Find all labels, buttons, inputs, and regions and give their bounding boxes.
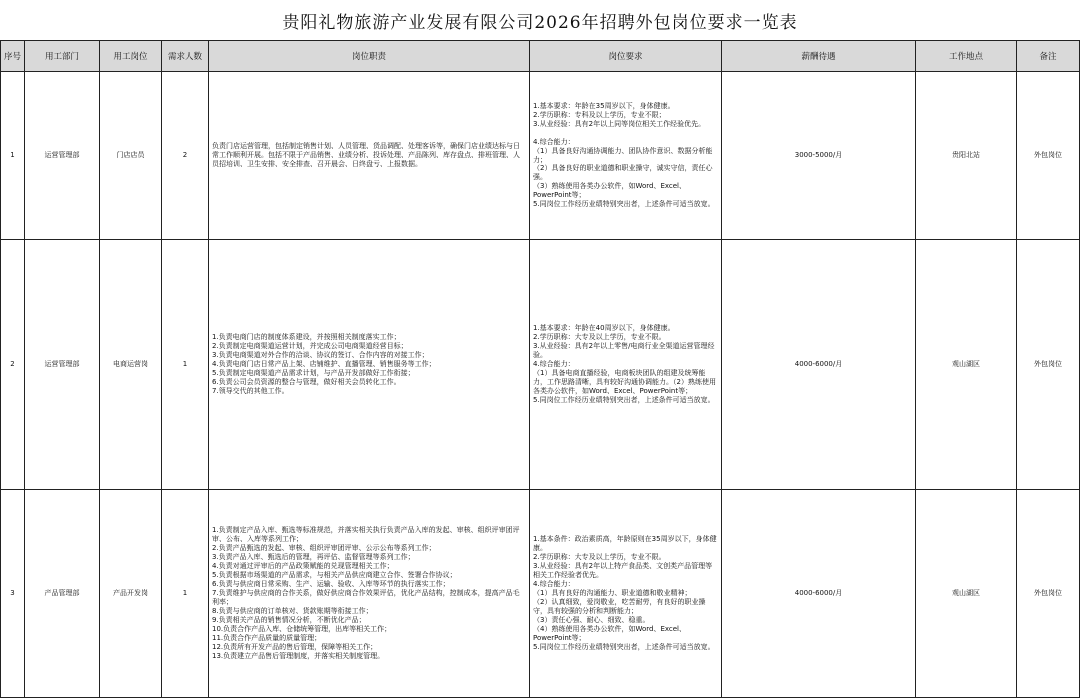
cell-location: 观山湖区 [916,490,1017,698]
cell-requirements: 1.基本条件：政治素质高，年龄原则在35周岁以下，身体健康。 2.学历职称：大专及以上学历，专业不限。 3.从业经验：具有2年以上特产食品类、文创类产品管理等相关工作经验者优先。 4.综合能力： （1）具有良好的沟通能力、职业道德和敬业精神； （2）认真细致，爱岗敬业，吃苦耐劳，有良好的职业操守，具有较强的分析和判断能力； （3）责任心强、耐心、细致、稳重。 （4）熟练使用各类办公软件，如Word、Excel、PowerPoint等； 5.同岗位工作经历业绩特别突出者，上述条件可适当放宽。 [530,490,722,698]
cell-seq: 3 [1,490,25,698]
cell-salary: 4000-6000/月 [722,490,916,698]
cell-requirements: 1.基本要求：年龄在40周岁以下，身体健康。 2.学历职称：大专及以上学历，专业不限。 3.从业经验：具有2年以上零售/电商行业全渠道运营管理经验。 4.综合能力： （1）具备电商直播经验，电商板块团队的组建及统筹能力，工作思路清晰，具有较好沟通协调能力。（2）熟练使用各类办公软件，如Word、Excel、PowerPoint等； 5.同岗位工作经历业绩特别突出者，上述条件可适当放宽。 [530,240,722,490]
cell-requirements: 1.基本要求：年龄在35周岁以下，身体健康。 2.学历职称：专科及以上学历，专业不限； 3.从业经验：具有2年以上同等岗位相关工作经验优先。 4.综合能力： （1）具备良好沟通协调能力、团队协作意识、数据分析能力； （2）具备良好的职业道德和职业操守，诚实守信，责任心强。 （3）熟练使用各类办公软件，如Word、Excel、PowerPoint等； 5.同岗位工作经历业绩特别突出者，上述条件可适当放宽。 [530,72,722,240]
cell-seq: 1 [1,72,25,240]
table-row [1,240,1080,490]
cell-dept: 产品管理部 [25,490,100,698]
cell-duties: 负责门店运营管理，包括制定销售计划、人员管理、货品调配、处理客诉等，确保门店业绩达标与日常工作顺利开展。包括不限于产品销售、业绩分析、投诉处理、产品陈列、库存盘点、排班管理、人员招培训、卫生安排、安全排查、召开晨会、日终盘亏、上报数据。 [209,72,530,240]
cell-note: 外包岗位 [1017,72,1080,240]
cell-headcount: 1 [162,490,209,698]
job-requirements-table [0,40,1080,698]
table-header-row [1,41,1080,72]
header-salary: 薪酬待遇 [722,41,916,72]
cell-position: 产品开发岗 [100,490,162,698]
page-title: 贵阳礼物旅游产业发展有限公司2026年招聘外包岗位要求一览表 [282,12,798,33]
header-seq: 序号 [1,41,25,72]
table-row [1,72,1080,240]
header-requirements: 岗位要求 [530,41,722,72]
header-note: 备注 [1017,41,1080,72]
cell-headcount: 2 [162,72,209,240]
header-dept: 用工部门 [25,41,100,72]
header-headcount: 需求人数 [162,41,209,72]
cell-position: 电商运营岗 [100,240,162,490]
header-location: 工作地点 [916,41,1017,72]
header-duties: 岗位职责 [209,41,530,72]
cell-seq: 2 [1,240,25,490]
cell-salary: 3000-5000/月 [722,72,916,240]
cell-duties: 1.负责电商门店的制度体系建设，并按照相关制度落实工作； 2.负责制定电商渠道运营计划，并完成公司电商渠道经营目标； 3.负责电商渠道对外合作的洽谈、协议的签订、合作内容的对接工作； 4.负责电商门店日常产品上架、店铺维护、直播管理、销售服务等工作； 5.负责制定电商渠道产品需求计划，与产品开发部做好工作衔接； 6.负责公司会员资源的整合与管理，做好相关会员转化工作。 7.领导交代的其他工作。 [209,240,530,490]
cell-duties: 1.负责制定产品入库、甄选等标准规范，并落实相关执行负责产品入库的发起、审核、组织评审团评审、公布、入库等系列工作； 2.负责产品甄选的发起、审核、组织评审团评审、公示公布等系列工作； 3.负责产品入库、甄选后的管理，再评估、监督管理等系列工作； 4.负责对通过评审后的产品政策赋能的兑现管理相关工作； 5.负责根据市场渠道的产品需求，与相关产品供应商建立合作、签署合作协议； 6.负责与供应商日常采购、生产、运输、验收、入库等环节的执行落实工作； 7.负责维护与供应商的合作关系，做好供应商合作效果评估，优化产品结构，控制成本，提高产品毛利率； 8.负责与供应商的订单核对、货款账期等衔接工作； 9.负责相关产品的销售情况分析，不断优化产品； 10.负责合作产品入库、仓储统筹管理，出库等相关工作； 11.负责合作产品质量的质量管理； 12.负责所有开发产品的售后管理，保障等相关工作； 13.负责建立产品售后管理制度，并落实相关制度管理。 [209,490,530,698]
cell-dept: 运营管理部 [25,240,100,490]
cell-location: 观山湖区 [916,240,1017,490]
cell-headcount: 1 [162,240,209,490]
table-row [1,490,1080,698]
cell-salary: 4000-6000/月 [722,240,916,490]
header-position: 用工岗位 [100,41,162,72]
cell-note: 外包岗位 [1017,240,1080,490]
cell-position: 门店店员 [100,72,162,240]
cell-location: 贵阳北站 [916,72,1017,240]
cell-dept: 运营管理部 [25,72,100,240]
cell-note: 外包岗位 [1017,490,1080,698]
